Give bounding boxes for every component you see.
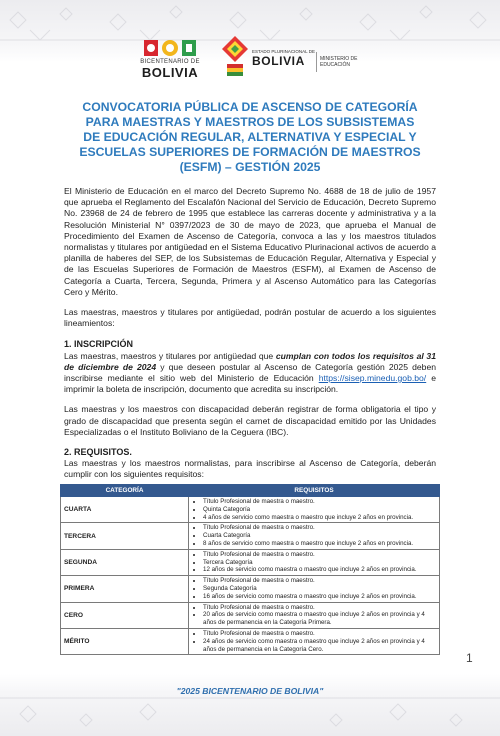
- requirement-item: • 8 años de servicio como maestra o maestro que incluye 2 años en provincia.: [203, 540, 437, 548]
- requirement-item: • 4 años de servicio como maestra o maestro que incluye 2 años en provincia.: [203, 514, 437, 522]
- table-header-requisitos: REQUISITOS: [189, 485, 440, 497]
- bicentenario-mark-icon: [144, 38, 196, 58]
- requirements-cell: [189, 549, 440, 575]
- ministerio-label: MINISTERIO DE EDUCACIÓN: [320, 56, 358, 68]
- requirements-list: [189, 603, 439, 628]
- bicentenario-main: BOLIVIA: [141, 65, 199, 80]
- estado-small: ESTADO PLURINACIONAL DE: [252, 49, 316, 54]
- requirements-cell: [189, 523, 440, 549]
- requirement-item: • Título Profesional de maestra o maestro.: [203, 551, 437, 559]
- title-line: CONVOCATORIA PÚBLICA DE ASCENSO DE CATEGORÍA: [82, 100, 418, 114]
- title-line: DE EDUCACIÓN REGULAR, ALTERNATIVA Y ESPECIAL Y: [83, 130, 417, 144]
- requirement-item: • Título Profesional de maestra o maestro.: [203, 524, 437, 532]
- requirements-cell: [189, 576, 440, 602]
- text-run: y que deseen postular al Ascenso de Categoría gestión 2025 deben inscribirse mediante el sitio web del Ministerio de Educación: [64, 361, 436, 384]
- table-row: [61, 523, 440, 549]
- wiphala-emblem-icon: [222, 36, 248, 76]
- category-cell: CERO: [61, 602, 189, 628]
- requirements-cell: [189, 497, 440, 523]
- logo-divider: [316, 52, 317, 72]
- title-line: PARA MAESTRAS Y MAESTROS DE LOS SUBSISTEMAS: [85, 115, 415, 129]
- requirements-table-body: [61, 497, 440, 655]
- requirement-item: • 24 años de servicio como maestra o maestro que incluye 2 años en provincia y 4 años de permanencia en la Categoría Cero.: [203, 638, 437, 654]
- requirement-item: • Título Profesional de maestra o maestro.: [203, 630, 437, 638]
- requirement-item: • Tercera Categoría: [203, 559, 437, 567]
- section-2-paragraph: Las maestras y los maestros normalistas, para inscribirse al Ascenso de Categoría, deberán cumplir con los siguientes requisitos:: [64, 458, 436, 480]
- table-header-categoria: CATEGORÍA: [61, 485, 189, 497]
- category-cell: PRIMERA: [61, 576, 189, 602]
- requirements-list: [189, 523, 439, 548]
- closing-paragraph: Las maestras, maestros y titulares por antigüedad, podrán postular de acuerdo a los siguientes lineamientos:: [64, 307, 436, 329]
- section-1-heading: 1. INSCRIPCIÓN: [64, 339, 134, 350]
- table-row: [61, 549, 440, 575]
- requirement-item: • Título Profesional de maestra o maestro.: [203, 577, 437, 585]
- requirement-item: • Título Profesional de maestra o maestro.: [203, 498, 437, 506]
- requirement-item: • Quinta Categoría: [203, 506, 437, 514]
- requirement-item: • 20 años de servicio como maestra o maestro que incluye 2 años en provincia y 4 años de permanencia en la Categoría Primera.: [203, 611, 437, 627]
- ministerio-logo: [222, 36, 362, 80]
- text-run: e imprimir la boleta de inscripción, documento que acredita su inscripción.: [64, 373, 436, 395]
- estado-big: BOLIVIA: [252, 54, 305, 68]
- table-row: [61, 628, 440, 654]
- requirement-item: • Cuarta Categoría: [203, 532, 437, 540]
- requirements-cell: [189, 628, 440, 654]
- table-row: [61, 602, 440, 628]
- section-2-heading: 2. REQUISITOS.: [64, 447, 132, 458]
- requirement-item: • Segunda Categoría: [203, 585, 437, 593]
- table-row: [61, 576, 440, 602]
- footer-pattern: [0, 676, 500, 736]
- category-cell: TERCERA: [61, 523, 189, 549]
- requirement-item: • Título Profesional de maestra o maestro.: [203, 604, 437, 612]
- table-row: [61, 497, 440, 523]
- requirement-item: • 12 años de servicio como maestra o maestro que incluye 2 años en provincia.: [203, 566, 437, 574]
- document-body: [64, 186, 436, 481]
- requirements-cell: [189, 602, 440, 628]
- category-cell: CUARTA: [61, 497, 189, 523]
- footer-slogan: "2025 BICENTENARIO DE BOLIVIA": [176, 686, 324, 696]
- title-line: (ESFM) – GESTIÓN 2025: [179, 160, 321, 174]
- section-1-disability-paragraph: Las maestras y los maestros con discapacidad deberán registrar de forma obligatoria el tipo y grado de discapacidad que presenta según el carnet de discapacidad emitido por las Unidades Especializadas o el Instituto Boliviano de la Ceguera (IBC).: [64, 404, 436, 437]
- title-line: ESCUELAS SUPERIORES DE FORMACIÓN DE MAESTROS: [79, 145, 421, 159]
- sisep-link[interactable]: https://sisep.minedu.gob.bo/: [318, 373, 427, 384]
- bicentenario-logo: [128, 38, 212, 82]
- text-run: Las maestras, maestros y titulares por antigüedad que: [64, 350, 276, 361]
- requirements-list: [189, 497, 439, 522]
- page-number: 1: [466, 651, 473, 665]
- bicentenario-sub: BICENTENARIO DE: [140, 59, 200, 65]
- section-1-paragraph: [64, 351, 436, 396]
- category-cell: SEGUNDA: [61, 549, 189, 575]
- requirements-table: [60, 484, 440, 655]
- requirements-list: [189, 576, 439, 601]
- category-cell: MÉRITO: [61, 628, 189, 654]
- deadline-emphasis: cumplan con todos los requisitos al 31 de diciembre de 2024: [64, 350, 436, 372]
- requirements-list: [189, 629, 439, 654]
- intro-paragraph: El Ministerio de Educación en el marco del Decreto Supremo No. 4688 de 18 de julio de 1957 que aprueba el Reglamento del Escalafón Nacional del Servicio de Educación, Decreto Supremo No. 23968 de 24 de febrero de 1995 que establece las carreras docente y administrativa y a la Resolución Ministerial N° 0397/2023 de 30 de mayo de 2023, que aprueba el Manual de Procedimiento del Examen de Ascenso de Categoría, convoca a las y los maestros titulados normalistas y titulares por antigüedad en el Sistema Educativo Plurinacional activos de acuerdo a planilla de haberes del SEP, de los Subsistemas de Educación Regular, Alternativa y Especial y de las Escuelas Superiores de Formación de Maestros (ESFM), al Examen de Ascenso de Categoría a Cuarta, Tercera, Segunda, Primera y al Ascenso Automático para las Categorías Cero y Mérito.: [64, 186, 436, 297]
- document-title: [60, 100, 440, 175]
- requirements-list: [189, 550, 439, 575]
- requirement-item: • 16 años de servicio como maestra o maestro que incluye 2 años en provincia.: [203, 593, 437, 601]
